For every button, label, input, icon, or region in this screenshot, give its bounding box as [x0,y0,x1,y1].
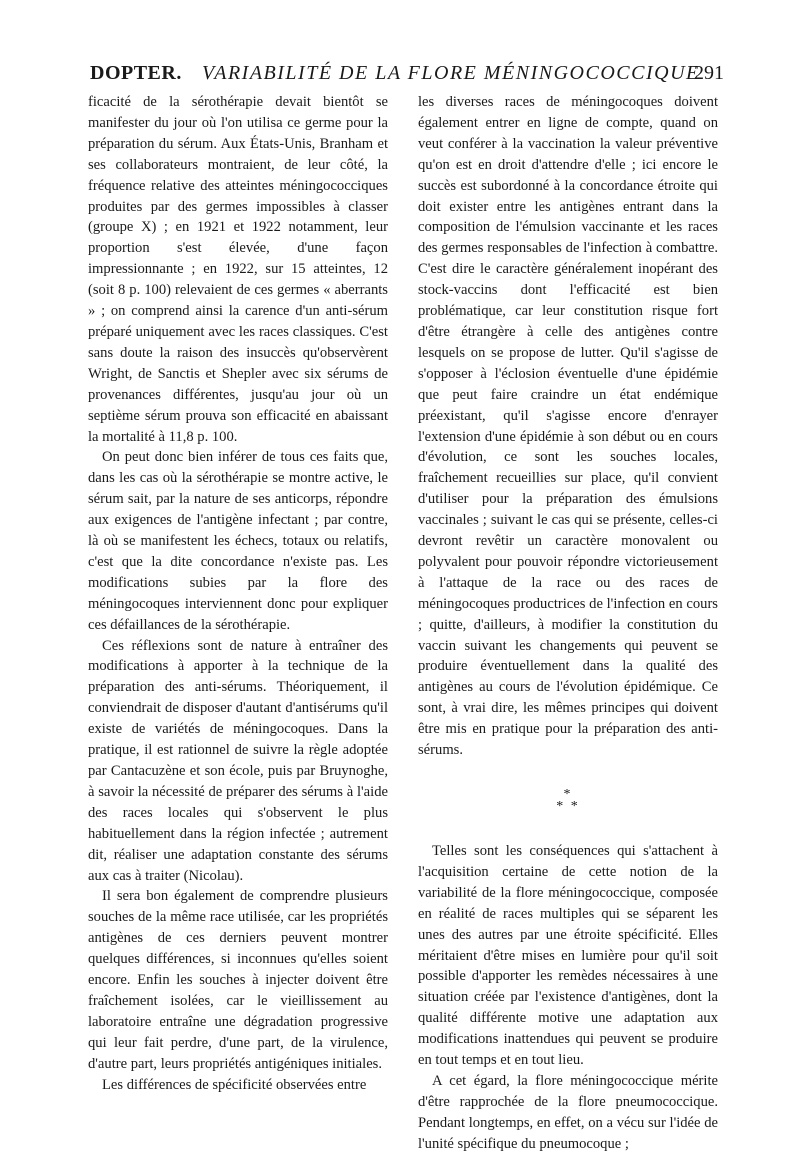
asterism-bottom: * * [556,799,580,814]
asterism-ornament [418,789,718,813]
paragraph: Ces réflexions sont de nature à entraîner des modifications à apporter à la technique de la préparation des anti-sérums. Théoriquement, il conviendrait de disposer d'autant d'antisérums qu'il existe de variétés de méningocoques. Dans la pratique, il est rationnel de suivre la règle adoptée par Cantacuzène et son école, puis par Bruynoghe, à savoir la nécessité de préparer des sérums à l'aide des races locales qui s'observent le plus habituellement dans la région infectée ; autrement dit, réaliser une adaptation constante des sérums aux cas à traiter (Nicolau). [88,637,388,884]
left-column [88,92,388,1096]
paragraph: A cet égard, la flore méningococcique mérite d'être rapprochée de la flore pneumococcique. Pendant longtemps, en effet, on a vécu sur l'idée de l'unité spécifique du pneumocoque ; [418,1072,718,1152]
running-header [84,58,724,88]
paragraph: les diverses races de méningocoques doivent également entrer en ligne de compte, quand on veut conférer à la vaccination la valeur préventive qu'on est en droit d'attendre d'elle ; ici encore le succès est subordonné à la concordance étroite qui doit exister entre les antigènes entrant dans la composition de l'émulsion vaccinante et les races des germes responsables de l'infection à combattre. C'est dire le caractère généralement inopérant des stock-vaccins dont l'efficacité est bien problématique, car leur constitution risque fort d'être étrangère à celle des antigènes contre lesquels on se propose de lutter. Qu'il s'agisse de s'opposer à l'éclosion éventuelle d'une épidémie que peut faire craindre un état endémique préexistant, qu'il s'agisse encore d'enrayer l'extension d'une épidémie à son début ou en cours d'évolution, ce sont les souches locales, fraîchement recueillies sur place, qu'il convient d'utiliser pour la préparation des émulsions vaccinales ; suivant le cas qui se présente, celles-ci devront revêtir un caractère monovalent ou polyvalent pour pouvoir répondre victorieusement à l'attaque de la race ou des races de méningocoques productrices de l'infection en cours ; quitte, d'ailleurs, à modifier la constitution du vaccin suivant les changements qui peuvent se produire éventuellement dans la qualité des antigènes au cours de l'évolution épidémique. Ce sont, à vrai dire, les mêmes principes qui doivent être mis en pratique pour la préparation des anti-sérums. [418,94,718,759]
running-header-author: DOPTER. [90,62,182,84]
right-column [418,92,718,1155]
asterism-top: * [563,787,573,802]
page-number: 291 [694,62,724,84]
running-header-title: VARIABILITÉ DE LA FLORE MÉNINGOCOCCIQUE [202,62,700,84]
paragraph: Il sera bon également de comprendre plusieurs souches de la même race utilisée, car les propriétés antigènes de ces derniers peuvent montrer quelques différences, si inconnues qu'elles soient encore. Enfin les souches à injecter doivent être fraîchement isolées, car le vieillissement au laboratoire entraîne une dégradation progressive qui leur fait perdre, d'une part, de la virulence, d'autre part, leurs propriétés antigéniques initiales. [88,888,388,1072]
paragraph: Telles sont les conséquences qui s'attachent à l'acquisition certaine de cette notion de la variabilité de la flore méningococcique, composée en réalité de races multiples qui se séparent les unes des autres par une étroite spécificité. Elles méritaient d'être mises en lumière pour qu'il soit possible d'apporter les remèdes nécessaires à une situation créée par l'existence d'antigènes, dont la qualité différente motive une adaptation aux modifications inattendues qui peuvent se produire en tout temps et en tout lieu. [418,843,718,1069]
paragraph: On peut donc bien inférer de tous ces faits que, dans les cas où la sérothérapie se montre active, le sérum sait, par la nature de ses anticorps, répondre aux exigences de l'antigène infectant ; par contre, là où se manifestent les échecs, totaux ou relatifs, c'est que la dite concordance n'existe pas. Les modifications subies par la flore des méningocoques interviennent donc pour expliquer ces défaillances de la sérothérapie. [88,449,388,633]
paragraph: ficacité de la sérothérapie devait bientôt se manifester du jour où l'on utilisa ce germe pour la préparation du sérum. Aux États-Unis, Branham et ses collaborateurs montraient, de leur côté, la fréquence relative des atteintes méningococciques produites par des germes impossibles à classer (groupe X) ; en 1921 et 1922 notamment, leur proportion s'est élevée, d'une façon impressionnante ; en 1922, sur 15 atteintes, 12 (soit 8 p. 100) relevaient de ces germes « aberrants » ; on comprend ainsi la carence d'un anti-sérum préparé uniquement avec les races classiques. C'est sans doute la raison des insuccès qu'observèrent Wright, de Sanctis et Shepler avec six sérums de provenances différentes, jusqu'au jour où un septième sérum prouva son efficacité en abaissant la mortalité à 11,8 p. 100. [88,94,388,445]
paragraph: Les différences de spécificité observées entre [102,1076,367,1093]
